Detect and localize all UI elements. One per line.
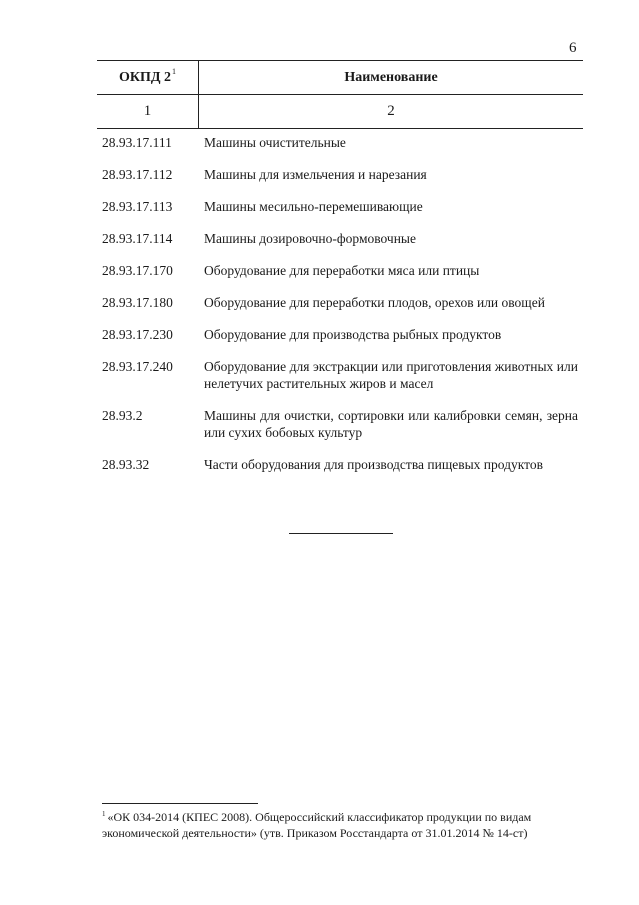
table-row xyxy=(102,358,578,392)
table-row xyxy=(102,134,578,151)
table-row xyxy=(102,456,578,473)
footnote-reference: 1 xyxy=(172,66,177,76)
row-name: Оборудование для производства рыбных продуктов xyxy=(204,327,502,342)
row-code: 28.93.32 xyxy=(102,457,150,472)
row-code: 28.93.17.114 xyxy=(102,231,173,246)
row-name: Машины для очистки, сортировки или калибровки семян, зерна или сухих бобовых культур xyxy=(204,408,578,440)
footnote-divider xyxy=(102,803,258,804)
footnote-marker: 1 xyxy=(102,810,106,818)
page-number: 6 xyxy=(569,40,577,56)
row-code: 28.93.17.111 xyxy=(102,135,172,150)
row-code: 28.93.17.180 xyxy=(102,295,173,310)
table-header-row xyxy=(97,61,583,95)
section-end-divider xyxy=(289,533,393,534)
row-name: Части оборудования для производства пищевых продуктов xyxy=(204,457,543,472)
classifier-table-header xyxy=(97,60,583,129)
row-code: 28.93.2 xyxy=(102,408,143,423)
row-name: Оборудование для переработки плодов, орехов или овощей xyxy=(204,295,545,310)
row-code: 28.93.17.230 xyxy=(102,327,173,342)
row-name: Машины для измельчения и нарезания xyxy=(204,167,427,182)
column-number-1: 1 xyxy=(97,95,199,129)
column-number-2: 2 xyxy=(199,95,584,129)
row-name: Оборудование для переработки мяса или птицы xyxy=(204,263,480,278)
footnote-text: «ОК 034-2014 (КПЕС 2008). Общероссийский классификатор продукции по видам экономической деятельности» (утв. Приказом Росстандарта от 31.01.2014 № 14-ст) xyxy=(102,810,532,840)
column-header-code-label: ОКПД 2 xyxy=(118,69,172,85)
footnote xyxy=(102,810,572,841)
row-code: 28.93.17.240 xyxy=(102,359,173,374)
row-code: 28.93.17.113 xyxy=(102,199,173,214)
row-name: Машины месильно-перемешивающие xyxy=(204,199,423,214)
row-name: Оборудование для экстракции или приготовления животных или нелетучих растительных жиров и масел xyxy=(204,359,578,391)
table-row xyxy=(102,262,578,279)
table-row xyxy=(102,407,578,441)
table-row xyxy=(102,326,578,343)
row-code: 28.93.17.170 xyxy=(102,263,173,278)
row-name: Машины дозировочно-формовочные xyxy=(204,231,416,246)
table-row xyxy=(102,198,578,215)
classifier-rows xyxy=(102,134,578,488)
column-header-code xyxy=(97,61,199,95)
column-number-row xyxy=(97,95,583,129)
table-row xyxy=(102,166,578,183)
column-header-name: Наименование xyxy=(199,61,584,95)
row-name: Машины очистительные xyxy=(204,135,346,150)
row-code: 28.93.17.112 xyxy=(102,167,173,182)
table-row xyxy=(102,294,578,311)
table-row xyxy=(102,230,578,247)
